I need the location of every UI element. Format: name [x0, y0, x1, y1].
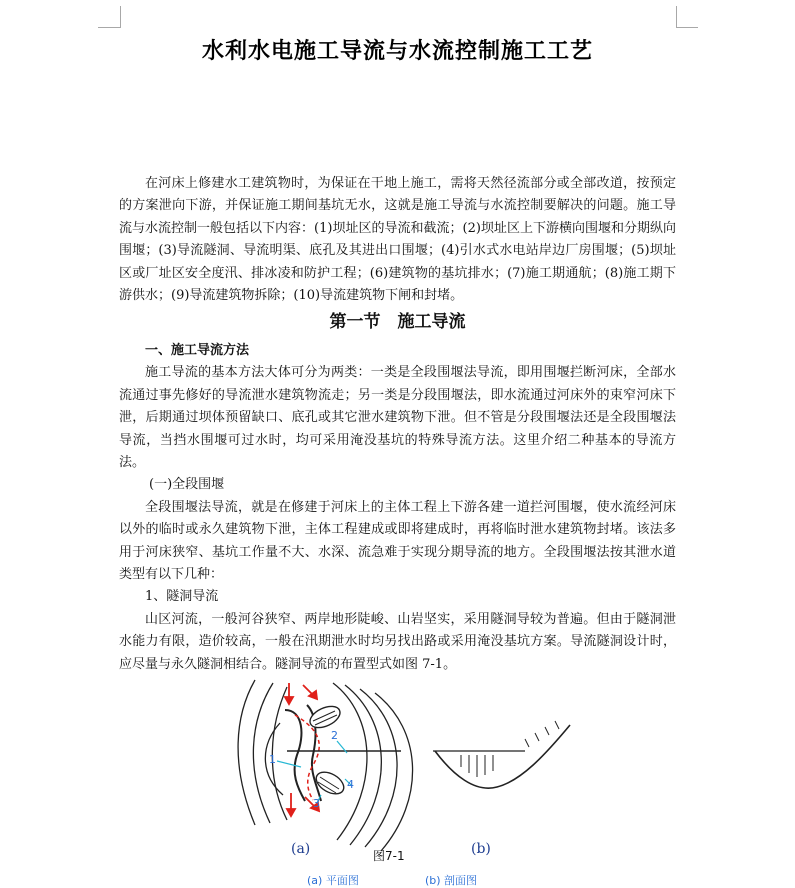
full-cofferdam-paragraph: 全段围堰法导流，就是在修建于河床上的主体工程上下游各建一道拦河围堰，使水流经河床以外的临时或永久建筑物下泄，主体工程建成或即将建成时，再将临时泄水建筑物封堵。该法多用于河床狭窄、基坑工作量不大、水深、流急难于实现分期导流的地方。全段围堰法按其泄水道类型有以下几种： [119, 499, 676, 583]
valley-hatch [461, 721, 559, 777]
contour-lines-right [333, 683, 413, 851]
valley-profile [435, 725, 570, 788]
crop-mark-right-horizontal [676, 27, 698, 28]
intro-paragraph: 在河床上修建水工建筑物时，为保证在干地上施工，需将天然径流部分或全部改道，按预定的方案泄向下游，并保证施工期间基坑无水，这就是施工导流与水流控制要解决的问题。施工导流与水流控制一般包括以下内容：(1)坝址区的导流和截流；(2)坝址区上下游横向围堰和分期纵向围堰；(3)导流隧洞、导流明渠、底孔及其进出口围堰；(4)引水式水电站岸边厂房围堰；(5)坝址区或厂址区安全度汛、排冰凌和防护工程；(6)建筑物的基坑排水；(7)施工期通航；(8)施工期下游供水；(9)导流建筑物拆除；(10)导流建筑物下闸和封堵。 [119, 176, 676, 304]
label-1: 1 [269, 753, 276, 766]
tunnel-paragraph: 山区河流，一般河谷狭窄、两岸地形陡峻、山岩坚实，采用隧洞导较为普遍。但由于隧洞泄水能力有限，造价较高，一般在汛期泄水时均另找出路或采用淹没基坑方案。导流隧洞设计时，应尽量与永久隧洞相结合。隧洞导流的布置型式如图 7-1。 [119, 611, 676, 672]
section-title: 第一节 施工导流 [329, 312, 466, 332]
subsubsection-title: (一)全段围堰 [149, 477, 225, 493]
intro-block [119, 173, 676, 307]
item-title: 1、隧洞导流 [145, 589, 219, 605]
contour-lines-left [238, 680, 287, 825]
river-bank-left [285, 710, 305, 801]
label-4: 4 [347, 778, 354, 791]
figure-drawing [225, 675, 605, 875]
figure-cut-label-a: (a) 平面图 [307, 874, 359, 887]
section-block [119, 306, 676, 676]
figure-cut-label-b: (b) 剖面图 [425, 874, 478, 887]
figure-label-b: (b) [471, 841, 491, 857]
label-3: 3 [313, 797, 320, 810]
figure-7-1 [225, 675, 605, 887]
crop-mark-left-vertical [120, 6, 121, 28]
upstream-cofferdam [307, 702, 344, 732]
document-title: 水利水电施工导流与水流控制施工工艺 [201, 39, 593, 64]
figure-caption: 图7-1 [373, 849, 405, 863]
crop-mark-left-horizontal [98, 27, 120, 28]
label-2: 2 [331, 729, 338, 742]
subsection-title: 一、施工导流方法 [145, 343, 250, 358]
figure-label-a: (a) [291, 841, 311, 857]
method-paragraph: 施工导流的基本方法大体可分为两类：一类是全段围堰法导流，即用围堰拦断河床，全部水流通过事先修好的导流泄水建筑物流走；另一类是分段围堰法，即水流通过河床外的束窄河床下泄，后期通过坝体预留缺口、底孔或其它泄水建筑物下泄。但不管是分段围堰法还是全段围堰法导流，当挡水围堰可过水时，均可采用淹没基坑的特殊导流方法。这里介绍二种基本的导流方法。 [119, 365, 676, 471]
crop-mark-right-vertical [676, 6, 677, 28]
